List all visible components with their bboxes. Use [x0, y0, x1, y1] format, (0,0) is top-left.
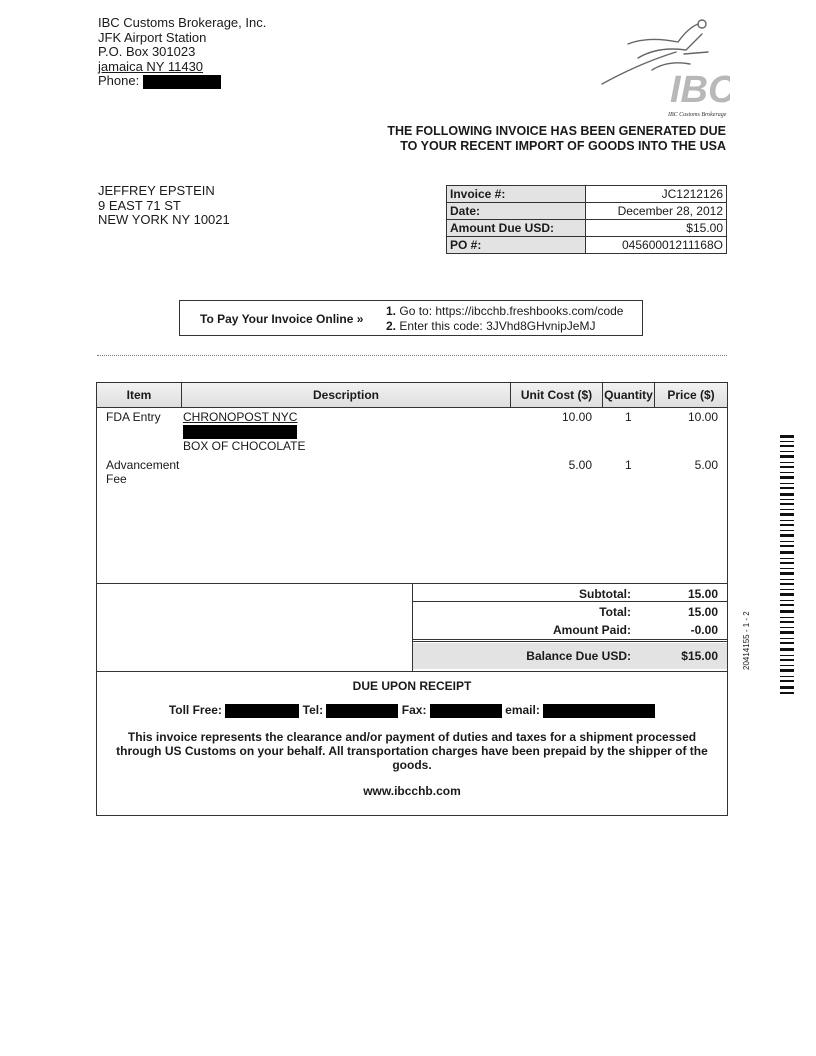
step-number: 1. — [386, 304, 397, 318]
description-cell: BOX OF CHOCOLATE — [183, 439, 306, 453]
invoice-date-label: Date: — [447, 203, 586, 220]
balance-due-label: Balance Due USD: — [526, 649, 631, 663]
side-label-text: 20414155 - 1 - 2 — [742, 611, 751, 670]
subtotal-label: Subtotal: — [579, 587, 631, 601]
import-notice: THE FOLLOWING INVOICE HAS BEEN GENERATED DUE TO YOUR RECENT IMPORT OF GOODS INTO THE USA — [387, 124, 726, 153]
item-cell — [106, 458, 179, 486]
col-description-header: Description — [182, 383, 511, 407]
col-item-header: Item — [97, 383, 182, 407]
phone-label: Phone: — [98, 73, 140, 88]
unit-cost-cell: 5.00 — [568, 458, 592, 472]
invoice-number-label: Invoice #: — [447, 186, 586, 203]
table-header — [97, 383, 727, 408]
amount-paid-value: -0.00 — [690, 623, 718, 637]
item-line: Fee — [106, 472, 127, 486]
website-link[interactable]: www.ibcchb.com — [363, 783, 461, 798]
invoice-row — [447, 186, 727, 203]
pay-online-box — [179, 300, 643, 336]
recipient-name: JEFFREY EPSTEIN — [98, 183, 215, 198]
subtotal-value: 15.00 — [687, 587, 718, 601]
redaction-bar — [183, 425, 297, 439]
col-price-header: Price ($) — [655, 383, 727, 407]
col-unit-cost-header: Unit Cost ($) — [511, 383, 603, 407]
recipient-address — [98, 184, 230, 228]
invoice-date-value: December 28, 2012 — [586, 203, 727, 220]
email-label: email: — [505, 703, 540, 717]
row-divider — [413, 601, 727, 602]
invoice-details-table — [446, 185, 727, 254]
toll-free-label: Toll Free: — [168, 703, 222, 717]
quantity-cell: 1 — [625, 410, 632, 424]
item-cell: FDA Entry — [106, 410, 161, 424]
contact-row — [97, 703, 727, 718]
sender-company: IBC Customs Brokerage, Inc. — [98, 15, 267, 30]
redaction-bar — [225, 704, 299, 718]
total-value: 15.00 — [687, 605, 718, 619]
tel-label: Tel: — [302, 703, 324, 717]
sender-line: JFK Airport Station — [98, 29, 207, 45]
redaction-bar — [143, 75, 221, 89]
quantity-cell: 1 — [625, 458, 632, 472]
amount-paid-label: Amount Paid: — [553, 623, 631, 637]
pay-step-2-code: Enter this code: 3JVhd8GHvnipJeMJ — [399, 319, 596, 333]
pay-step-1-link[interactable]: Go to: https://ibcchb.freshbooks.com/code — [399, 304, 624, 318]
po-label: PO #: — [447, 237, 586, 254]
sender-line: jamaica NY 11430 — [98, 58, 204, 74]
balance-due-row — [413, 643, 727, 669]
redaction-bar — [430, 704, 502, 718]
step-number: 2. — [386, 319, 397, 333]
price-cell: 10.00 — [687, 410, 718, 424]
redaction-bar — [543, 704, 655, 718]
logo-tagline-text: IBC Customs Brokerage — [668, 112, 727, 118]
ibc-logo — [598, 14, 730, 118]
col-quantity-header: Quantity — [603, 383, 655, 407]
divider — [97, 355, 727, 356]
invoice-footer — [96, 669, 728, 816]
line-items-table — [96, 382, 728, 672]
side-barcode — [780, 435, 794, 695]
recipient-city: NEW YORK NY 10021 — [98, 212, 230, 227]
barcode-icon — [780, 435, 794, 695]
logo-brand-text: IBC — [670, 69, 730, 111]
side-label — [742, 610, 762, 690]
redaction-bar — [326, 704, 398, 718]
invoice-row — [447, 203, 727, 220]
balance-due-value: $15.00 — [681, 649, 718, 663]
po-value: 04560001211168O — [586, 237, 727, 254]
fax-label: Fax: — [401, 703, 427, 717]
description-cell: CHRONOPOST NYC — [183, 410, 298, 424]
sender-address — [98, 16, 266, 89]
amount-due-label: Amount Due USD: — [447, 220, 586, 237]
amount-due-value: $15.00 — [586, 220, 727, 237]
sender-phone — [98, 74, 266, 89]
recipient-street: 9 EAST 71 ST — [98, 197, 181, 213]
invoice-row — [447, 237, 727, 254]
due-upon-receipt: DUE UPON RECEIPT — [352, 679, 472, 693]
invoice-row — [447, 220, 727, 237]
invoice-number-value: JC1212126 — [586, 186, 727, 203]
total-label: Total: — [599, 605, 631, 619]
unit-cost-cell: 10.00 — [561, 410, 592, 424]
pay-online-title: To Pay Your Invoice Online » — [200, 312, 364, 326]
totals-box — [412, 583, 727, 671]
item-line: Advancement — [106, 458, 180, 472]
price-cell: 5.00 — [694, 458, 718, 472]
row-divider — [413, 639, 727, 642]
runner-logo-icon — [598, 14, 730, 118]
sender-line: P.O. Box 301023 — [98, 44, 196, 59]
pay-online-steps — [386, 304, 623, 334]
clearance-statement: This invoice represents the clearance and/or payment of duties and taxes for a shipment processed through US Customs on your behalf. All transportation charges have been prepaid by the shipper of the goods. — [116, 729, 708, 772]
